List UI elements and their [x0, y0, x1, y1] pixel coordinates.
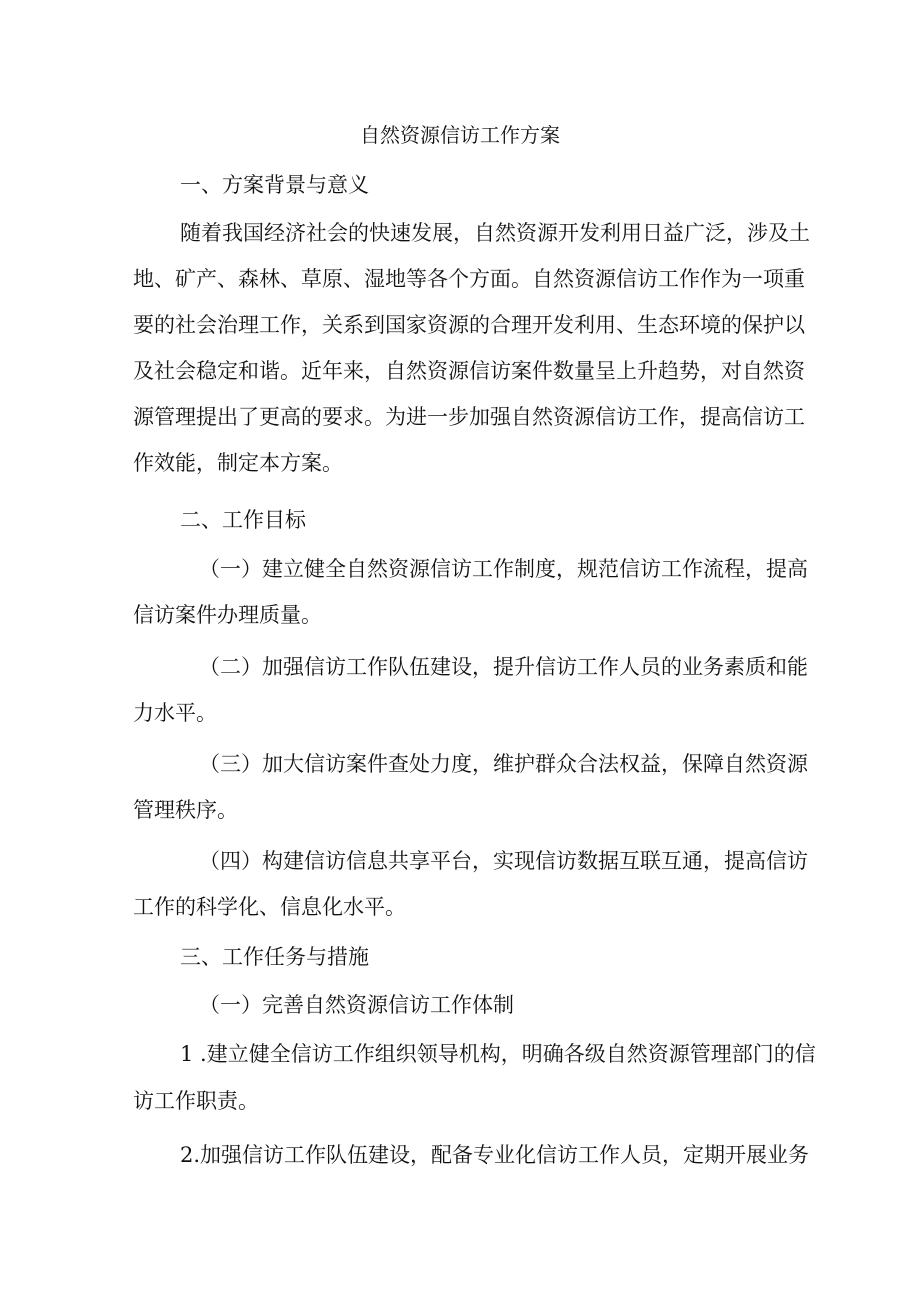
section-1-heading: 一、方案背景与意义 [180, 173, 369, 197]
paragraph-line: 及社会稳定和谐。近年来，自然资源信访案件数量呈上升趋势，对自然资 [133, 359, 805, 383]
subsection-heading: （一）完善自然资源信访工作体制 [199, 993, 514, 1017]
goal-item-4-line: 工作的科学化、信息化水平。 [133, 895, 406, 919]
goal-item-1-line: 信访案件办理质量。 [133, 603, 322, 627]
goal-item-3-line: 管理秩序。 [133, 798, 238, 822]
goal-item-2-line: （二）加强信访工作队伍建设，提升信访工作人员的业务素质和能 [199, 655, 808, 679]
goal-item-1-line: （一）建立健全自然资源信访工作制度，规范信访工作流程，提高 [199, 557, 808, 581]
paragraph-line: 随着我国经济社会的快速发展，自然资源开发利用日益广泛，涉及土 [180, 221, 810, 245]
goal-item-2-line: 力水平。 [133, 701, 217, 725]
task-item-1-line: 访工作职责。 [133, 1089, 259, 1113]
task-item-2-line: 2.加强信访工作队伍建设，配备专业化信访工作人员，定期开展业务 [180, 1143, 810, 1167]
document-title: 自然资源信访工作方案 [360, 123, 560, 147]
paragraph-line: 地、矿产、森林、草原、湿地等各个方面。自然资源信访工作作为一项重 [133, 267, 805, 291]
goal-item-3-line: （三）加大信访案件查处力度，维护群众合法权益，保障自然资源 [199, 752, 808, 776]
paragraph-line: 要的社会治理工作，关系到国家资源的合理开发利用、生态环境的保护以 [133, 313, 805, 337]
task-item-1-line: 1 .建立健全信访工作组织领导机构，明确各级自然资源管理部门的信 [180, 1042, 816, 1066]
goal-item-4-line: （四）构建信访信息共享平台，实现信访数据互联互通，提高信访 [199, 849, 808, 873]
paragraph-line: 作效能，制定本方案。 [133, 451, 343, 475]
section-3-heading: 三、工作任务与措施 [180, 945, 369, 969]
section-2-heading: 二、工作目标 [180, 508, 306, 532]
paragraph-line: 源管理提出了更高的要求。为进一步加强自然资源信访工作，提高信访工 [133, 405, 805, 429]
